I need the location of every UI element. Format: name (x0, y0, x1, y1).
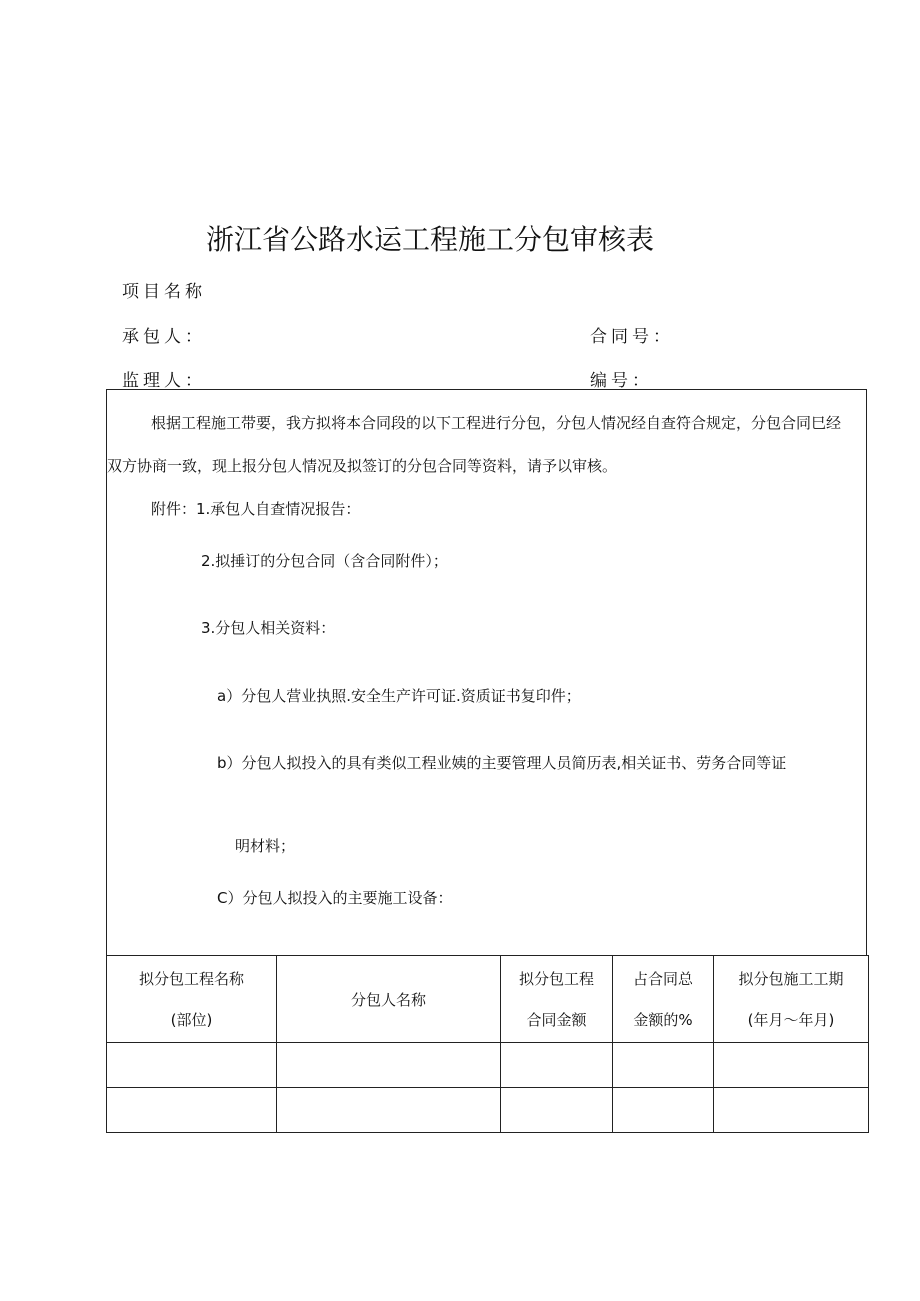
header-cell (613, 956, 714, 1043)
header-line: 拟分包施工工期 (738, 970, 844, 988)
header-line: 分包人名称 (350, 990, 426, 1009)
contract-no-label: 合同号： (590, 327, 674, 347)
project-name-label: 项目名称 (122, 282, 206, 302)
item-c: C）分包人拟投入的主要施工设备： (217, 889, 453, 907)
table-cell (107, 1043, 277, 1088)
header-cell (714, 956, 869, 1043)
table-cell (501, 1043, 613, 1088)
table-cell (501, 1088, 613, 1133)
table-cell (613, 1088, 714, 1133)
item-b-line-2: 明材料； (235, 837, 296, 855)
attachment-1: 附件：1.承包人自查情况报告： (151, 500, 361, 518)
table-cell (613, 1043, 714, 1088)
paragraph-line-2: 双方协商一致，现上报分包人情况及拟签订的分包合同等资料，请予以审核。 (107, 457, 618, 475)
item-a: a）分包人营业执照.安全生产许可证.资质证书复印件； (217, 687, 581, 705)
paragraph-line-1: 根据工程施工带要，我方拟将本合同段的以下工程进行分包，分包人情况经自查符合规定，分包合同巳经 (151, 414, 842, 432)
serial-no-label: 编号： (590, 371, 653, 391)
application-body (106, 389, 867, 955)
table-cell (714, 1043, 869, 1088)
attachment-2: 2.拟捶订的分包合同（含合同附件）； (201, 552, 448, 570)
header-line: 合同金额 (526, 1011, 587, 1029)
header-line: (部位) (170, 1011, 213, 1029)
header-line: 金额的% (633, 1011, 693, 1029)
table-cell (107, 1088, 277, 1133)
header-line: (年月〜年月) (747, 1011, 835, 1029)
table-header-row (107, 956, 869, 1043)
table-cell (714, 1088, 869, 1133)
page-title: 浙江省公路水运工程施工分包审核表 (206, 223, 655, 256)
item-b-line-1: b）分包人拟投入的具有类似工程业姨的主要管理人员简历表,相关证书、劳务合同等证 (217, 754, 787, 772)
supervisor-label: 监理人： (122, 371, 206, 391)
table-cell (277, 1043, 501, 1088)
attachment-3: 3.分包人相关资料： (201, 619, 336, 637)
table-cell (277, 1088, 501, 1133)
header-cell (501, 956, 613, 1043)
header-cell (277, 956, 501, 1043)
subcontract-table (106, 955, 868, 1135)
contractor-label: 承包人： (122, 327, 206, 347)
header-line: 拟分包工程名称 (138, 970, 244, 988)
header-cell (107, 956, 277, 1043)
table-row (107, 1043, 869, 1088)
table-row (107, 1088, 869, 1133)
header-line: 拟分包工程 (518, 970, 594, 988)
header-line: 占合同总 (632, 970, 693, 988)
